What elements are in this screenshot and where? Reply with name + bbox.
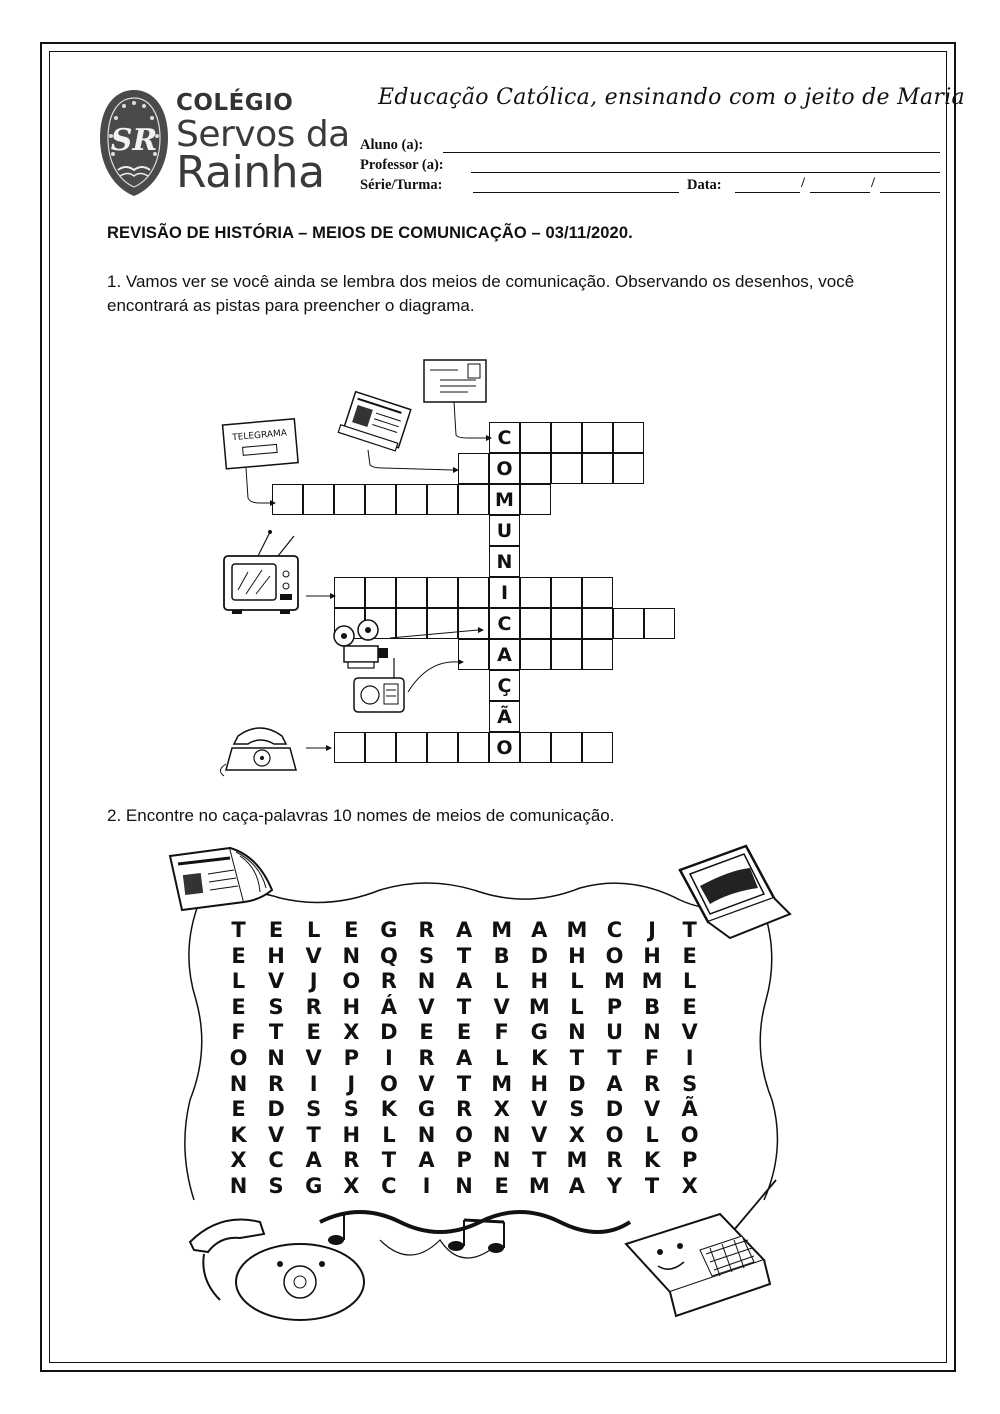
wordsearch-letter[interactable]: F bbox=[494, 1020, 509, 1045]
wordsearch-letter[interactable]: T bbox=[456, 1071, 472, 1096]
wordsearch-letter[interactable]: K bbox=[531, 1046, 548, 1070]
wordsearch-letter[interactable]: V bbox=[418, 994, 435, 1019]
wordsearch-letter[interactable]: E bbox=[344, 918, 359, 942]
wordsearch-letter[interactable]: E bbox=[268, 918, 284, 942]
wordsearch-letter[interactable]: X bbox=[343, 1020, 360, 1045]
wordsearch-letter[interactable]: N bbox=[342, 943, 361, 968]
wordsearch-letter[interactable]: T bbox=[268, 1020, 284, 1045]
wordsearch-letter[interactable]: T bbox=[682, 918, 697, 942]
wordsearch-letter[interactable]: E bbox=[419, 1020, 434, 1045]
crossword-key-letter: O bbox=[489, 453, 520, 484]
wordsearch-letter[interactable]: T bbox=[306, 1122, 321, 1147]
wordsearch-letter[interactable]: Ã bbox=[681, 1097, 698, 1122]
wordsearch-letter[interactable]: L bbox=[570, 994, 584, 1019]
wordsearch-letter[interactable]: A bbox=[305, 1148, 322, 1173]
wordsearch-letter[interactable]: T bbox=[532, 1148, 547, 1173]
wordsearch-letter[interactable]: N bbox=[492, 1148, 511, 1173]
wordsearch-letter[interactable]: E bbox=[682, 994, 697, 1019]
wordsearch-letter[interactable]: D bbox=[530, 943, 549, 968]
wordsearch-letter[interactable]: L bbox=[231, 969, 246, 994]
wordsearch-letter[interactable]: X bbox=[568, 1122, 585, 1147]
wordsearch-letter[interactable]: E bbox=[231, 1097, 246, 1122]
wordsearch-letter[interactable]: P bbox=[456, 1148, 472, 1173]
svg-text:SR: SR bbox=[110, 123, 158, 158]
wordsearch-letter[interactable]: I bbox=[309, 1071, 318, 1096]
wordsearch-letter[interactable]: N bbox=[417, 969, 436, 994]
crossword-key-letter: C bbox=[489, 422, 520, 453]
serie-input-line[interactable] bbox=[473, 192, 679, 193]
school-motto: Educação Católica, ensinando com o jeito de Maria bbox=[378, 85, 965, 110]
wordsearch-letter[interactable]: H bbox=[568, 943, 586, 968]
wordsearch-letter[interactable]: R bbox=[418, 918, 435, 942]
wordsearch-letter[interactable]: Á bbox=[380, 994, 398, 1019]
wordsearch-letter[interactable]: D bbox=[380, 1020, 398, 1045]
wordsearch-letter[interactable]: V bbox=[531, 1122, 548, 1147]
wordsearch-letter[interactable]: V bbox=[267, 969, 285, 994]
wordsearch-letter[interactable]: K bbox=[643, 1148, 661, 1173]
wordsearch-letter[interactable]: K bbox=[230, 1122, 247, 1147]
wordsearch-letter[interactable]: O bbox=[229, 1046, 248, 1070]
wordsearch-letter[interactable]: J bbox=[309, 969, 318, 994]
radio-icon bbox=[626, 1180, 776, 1316]
newspaper-icon bbox=[338, 390, 411, 451]
crossword-key-letter: I bbox=[489, 577, 520, 608]
wordsearch-letter[interactable]: V bbox=[305, 943, 322, 968]
wordsearch-letter[interactable]: N bbox=[229, 1174, 248, 1198]
wordsearch-letter[interactable]: H bbox=[342, 1122, 361, 1147]
wordsearch-letter[interactable]: M bbox=[528, 1174, 550, 1198]
wordsearch-letter[interactable]: N bbox=[267, 1046, 285, 1070]
wordsearch-letter[interactable]: A bbox=[418, 1148, 435, 1173]
wordsearch-letter[interactable]: E bbox=[231, 943, 246, 968]
date-day-line[interactable] bbox=[735, 192, 800, 193]
wordsearch-letter[interactable]: L bbox=[494, 969, 509, 994]
wordsearch-letter[interactable]: M bbox=[604, 969, 625, 994]
wavy-border-top bbox=[200, 883, 760, 909]
aluno-label: Aluno (a): bbox=[360, 137, 424, 153]
wordsearch-letter[interactable]: M bbox=[641, 969, 663, 994]
professor-input-line[interactable] bbox=[471, 172, 940, 173]
logo-emblem-icon bbox=[96, 88, 172, 198]
wordsearch-letter[interactable]: H bbox=[530, 1071, 549, 1096]
wordsearch-letter[interactable]: R bbox=[456, 1097, 473, 1122]
wordsearch-letter[interactable]: S bbox=[343, 1097, 359, 1122]
wordsearch-letter[interactable]: R bbox=[606, 1148, 623, 1173]
wordsearch-letter[interactable]: H bbox=[530, 969, 549, 994]
wordsearch-letter[interactable]: V bbox=[267, 1122, 285, 1147]
page-title: REVISÃO DE HISTÓRIA – MEIOS DE COMUNICAÇÃO – 03/11/2020. bbox=[107, 224, 633, 242]
wordsearch-letter[interactable]: G bbox=[417, 1097, 436, 1122]
crossword-clues bbox=[218, 340, 698, 790]
wordsearch-letter[interactable]: X bbox=[493, 1097, 510, 1122]
wordsearch-letter[interactable]: N bbox=[229, 1071, 248, 1096]
wordsearch-letter[interactable]: A bbox=[455, 918, 473, 942]
telephone-icon bbox=[220, 728, 296, 776]
wordsearch-letter[interactable]: V bbox=[305, 1046, 322, 1070]
wordsearch-letter[interactable]: I bbox=[384, 1046, 393, 1070]
wordsearch-letter[interactable]: J bbox=[648, 918, 656, 942]
film-projector-icon bbox=[334, 620, 388, 668]
wordsearch-letter[interactable]: P bbox=[343, 1046, 359, 1070]
aluno-input-line[interactable] bbox=[443, 152, 940, 153]
wordsearch-letter[interactable]: P bbox=[606, 994, 623, 1019]
wordsearch-letter[interactable]: V bbox=[681, 1020, 698, 1045]
wordsearch-letter[interactable]: O bbox=[342, 969, 361, 994]
crossword-key-letter: M bbox=[489, 484, 520, 515]
wordsearch-letter[interactable]: A bbox=[455, 1046, 473, 1070]
wordsearch-letter[interactable]: N bbox=[492, 1122, 511, 1147]
wordsearch-letter[interactable]: H bbox=[342, 994, 361, 1019]
wordsearch-letter[interactable]: M bbox=[566, 918, 588, 942]
wordsearch-letter[interactable]: S bbox=[418, 943, 435, 968]
wordsearch-letter[interactable]: J bbox=[347, 1071, 356, 1096]
wordsearch-letter[interactable]: Y bbox=[606, 1174, 623, 1198]
wordsearch-letter[interactable]: E bbox=[456, 1020, 472, 1045]
logo-line-colegio: COLÉGIO bbox=[176, 90, 294, 116]
wordsearch-letter[interactable]: F bbox=[231, 1020, 246, 1045]
date-slash-1: / bbox=[801, 175, 806, 191]
crossword-key-letter: N bbox=[489, 546, 520, 577]
wordsearch-letter[interactable]: B bbox=[493, 943, 510, 968]
wavy-border-left bbox=[185, 900, 202, 1200]
date-slash-2: / bbox=[871, 175, 876, 191]
wordsearch-letter[interactable]: L bbox=[306, 918, 321, 942]
wordsearch-letter[interactable]: B bbox=[644, 994, 661, 1019]
newspaper-icon bbox=[170, 848, 272, 910]
telegram-icon bbox=[223, 419, 299, 469]
wordsearch-letter[interactable]: L bbox=[494, 1046, 509, 1070]
wordsearch-letter[interactable]: L bbox=[645, 1122, 659, 1147]
logo-line-rainha: Rainha bbox=[176, 147, 325, 198]
crossword-key-letter: A bbox=[489, 639, 520, 670]
wordsearch-letter[interactable]: F bbox=[644, 1046, 660, 1070]
wordsearch-letter[interactable]: X bbox=[343, 1174, 360, 1198]
wordsearch-letter[interactable]: X bbox=[230, 1148, 247, 1173]
wordsearch-letter[interactable]: L bbox=[682, 969, 697, 994]
wordsearch-letter[interactable]: S bbox=[306, 1097, 322, 1122]
wordsearch-letter[interactable]: C bbox=[381, 1174, 397, 1198]
crossword-key-letter: C bbox=[489, 608, 520, 639]
wordsearch-letter[interactable]: T bbox=[607, 1046, 622, 1070]
wordsearch-letter[interactable]: I bbox=[422, 1174, 431, 1198]
wordsearch-letter[interactable]: U bbox=[605, 1020, 624, 1045]
wordsearch-letter[interactable]: X bbox=[681, 1174, 698, 1198]
date-year-line[interactable] bbox=[880, 192, 940, 193]
data-label: Data: bbox=[687, 177, 722, 193]
wordsearch-letter[interactable]: H bbox=[267, 943, 285, 968]
wordsearch-letter[interactable]: A bbox=[455, 969, 473, 994]
svg-text:TELEGRAMA: TELEGRAMA bbox=[231, 428, 288, 444]
crossword-key-letter: U bbox=[489, 515, 520, 546]
logo-line-servos: Servos da bbox=[176, 114, 350, 155]
wordsearch-letter[interactable]: G bbox=[305, 1174, 323, 1198]
wordsearch-letter[interactable]: C bbox=[606, 918, 623, 942]
wordsearch-letter[interactable]: S bbox=[268, 994, 284, 1019]
wordsearch-letter[interactable]: T bbox=[456, 994, 472, 1019]
wordsearch-letter[interactable]: R bbox=[418, 1046, 435, 1070]
wordsearch-letter[interactable]: I bbox=[685, 1046, 694, 1070]
date-month-line[interactable] bbox=[810, 192, 870, 193]
wordsearch-letter[interactable]: S bbox=[268, 1174, 284, 1198]
wordsearch-letter[interactable]: L bbox=[382, 1122, 396, 1147]
wordsearch-letter[interactable]: T bbox=[231, 918, 246, 942]
letter-icon bbox=[424, 360, 486, 402]
wordsearch-letter[interactable]: S bbox=[682, 1071, 698, 1096]
wordsearch-letter[interactable]: O bbox=[605, 1122, 624, 1147]
wordsearch-letter[interactable]: T bbox=[644, 1174, 660, 1198]
crossword-key-letter: O bbox=[489, 732, 520, 763]
wordsearch-letter[interactable]: M bbox=[491, 1071, 513, 1096]
wordsearch-letter[interactable]: O bbox=[379, 1071, 398, 1096]
wordsearch-letter[interactable]: R bbox=[644, 1071, 661, 1096]
wordsearch-letter[interactable]: R bbox=[268, 1071, 285, 1096]
crossword-key-letter: Ã bbox=[489, 701, 520, 732]
wordsearch-letter[interactable]: T bbox=[456, 943, 472, 968]
wordsearch-letter[interactable]: S bbox=[569, 1097, 585, 1122]
wordsearch-letter[interactable]: E bbox=[682, 943, 697, 968]
crossword-key-letter: Ç bbox=[489, 670, 520, 701]
music-notes-icon bbox=[320, 1212, 630, 1258]
wordsearch-letter[interactable]: D bbox=[605, 1097, 624, 1122]
wordsearch-letter[interactable]: A bbox=[606, 1071, 623, 1096]
telephone-icon bbox=[190, 1220, 364, 1321]
wordsearch-letter[interactable]: N bbox=[455, 1174, 473, 1198]
wordsearch-letter[interactable]: Q bbox=[379, 943, 398, 968]
wordsearch-letter[interactable]: H bbox=[643, 943, 661, 968]
wordsearch-letter[interactable]: O bbox=[455, 1122, 474, 1147]
wordsearch-letter[interactable]: E bbox=[306, 1020, 321, 1045]
serie-label: Série/Turma: bbox=[360, 177, 443, 193]
question-1-text: 1. Vamos ver se você ainda se lembra dos meios de comunicação. Observando os desenhos, você encontrará as pistas para preencher o diagrama. bbox=[107, 272, 855, 315]
wavy-border-right bbox=[760, 900, 777, 1200]
wordsearch-letter[interactable]: D bbox=[568, 1071, 586, 1096]
wordsearch-letter[interactable]: N bbox=[417, 1122, 436, 1147]
wordsearch-letter[interactable]: R bbox=[380, 969, 397, 994]
wordsearch-letter[interactable]: A bbox=[568, 1174, 586, 1198]
wordsearch-letter[interactable]: A bbox=[531, 918, 548, 942]
wordsearch-letter[interactable]: V bbox=[418, 1071, 435, 1096]
wordsearch-letter[interactable]: L bbox=[570, 969, 584, 994]
wordsearch-letter[interactable]: D bbox=[267, 1097, 285, 1122]
wordsearch-letter[interactable]: M bbox=[491, 918, 513, 942]
wordsearch-letter[interactable]: M bbox=[566, 1148, 588, 1173]
wordsearch-letter[interactable]: E bbox=[231, 994, 246, 1019]
wordsearch-letter[interactable]: O bbox=[680, 1122, 699, 1147]
wordsearch-letter[interactable]: V bbox=[643, 1097, 661, 1122]
wordsearch-letter[interactable]: O bbox=[605, 943, 624, 968]
wordsearch-letter[interactable]: V bbox=[493, 994, 510, 1019]
wordsearch-letter[interactable]: M bbox=[528, 994, 550, 1019]
logo-wordmark bbox=[176, 90, 350, 198]
wordsearch-letter[interactable]: G bbox=[530, 1020, 548, 1045]
wordsearch-letter[interactable]: C bbox=[268, 1148, 284, 1173]
wordsearch-letter[interactable]: R bbox=[305, 994, 322, 1019]
wordsearch-letter[interactable]: T bbox=[569, 1046, 585, 1070]
wordsearch-letter[interactable]: N bbox=[643, 1020, 661, 1045]
wordsearch-letter[interactable]: P bbox=[681, 1148, 698, 1173]
wordsearch-letter[interactable]: K bbox=[380, 1097, 398, 1122]
wordsearch-letter[interactable]: T bbox=[381, 1148, 397, 1173]
wordsearch-letter[interactable]: G bbox=[380, 918, 398, 942]
wordsearch-letter[interactable]: V bbox=[531, 1097, 548, 1122]
professor-label: Professor (a): bbox=[360, 157, 444, 173]
television-icon bbox=[224, 530, 298, 614]
wordsearch-letter[interactable]: E bbox=[494, 1174, 509, 1198]
wordsearch-letter[interactable]: N bbox=[568, 1020, 586, 1045]
wordsearch-letter[interactable]: R bbox=[343, 1148, 360, 1173]
question-2-text: 2. Encontre no caça-palavras 10 nomes de meios de comunicação. bbox=[107, 806, 615, 825]
